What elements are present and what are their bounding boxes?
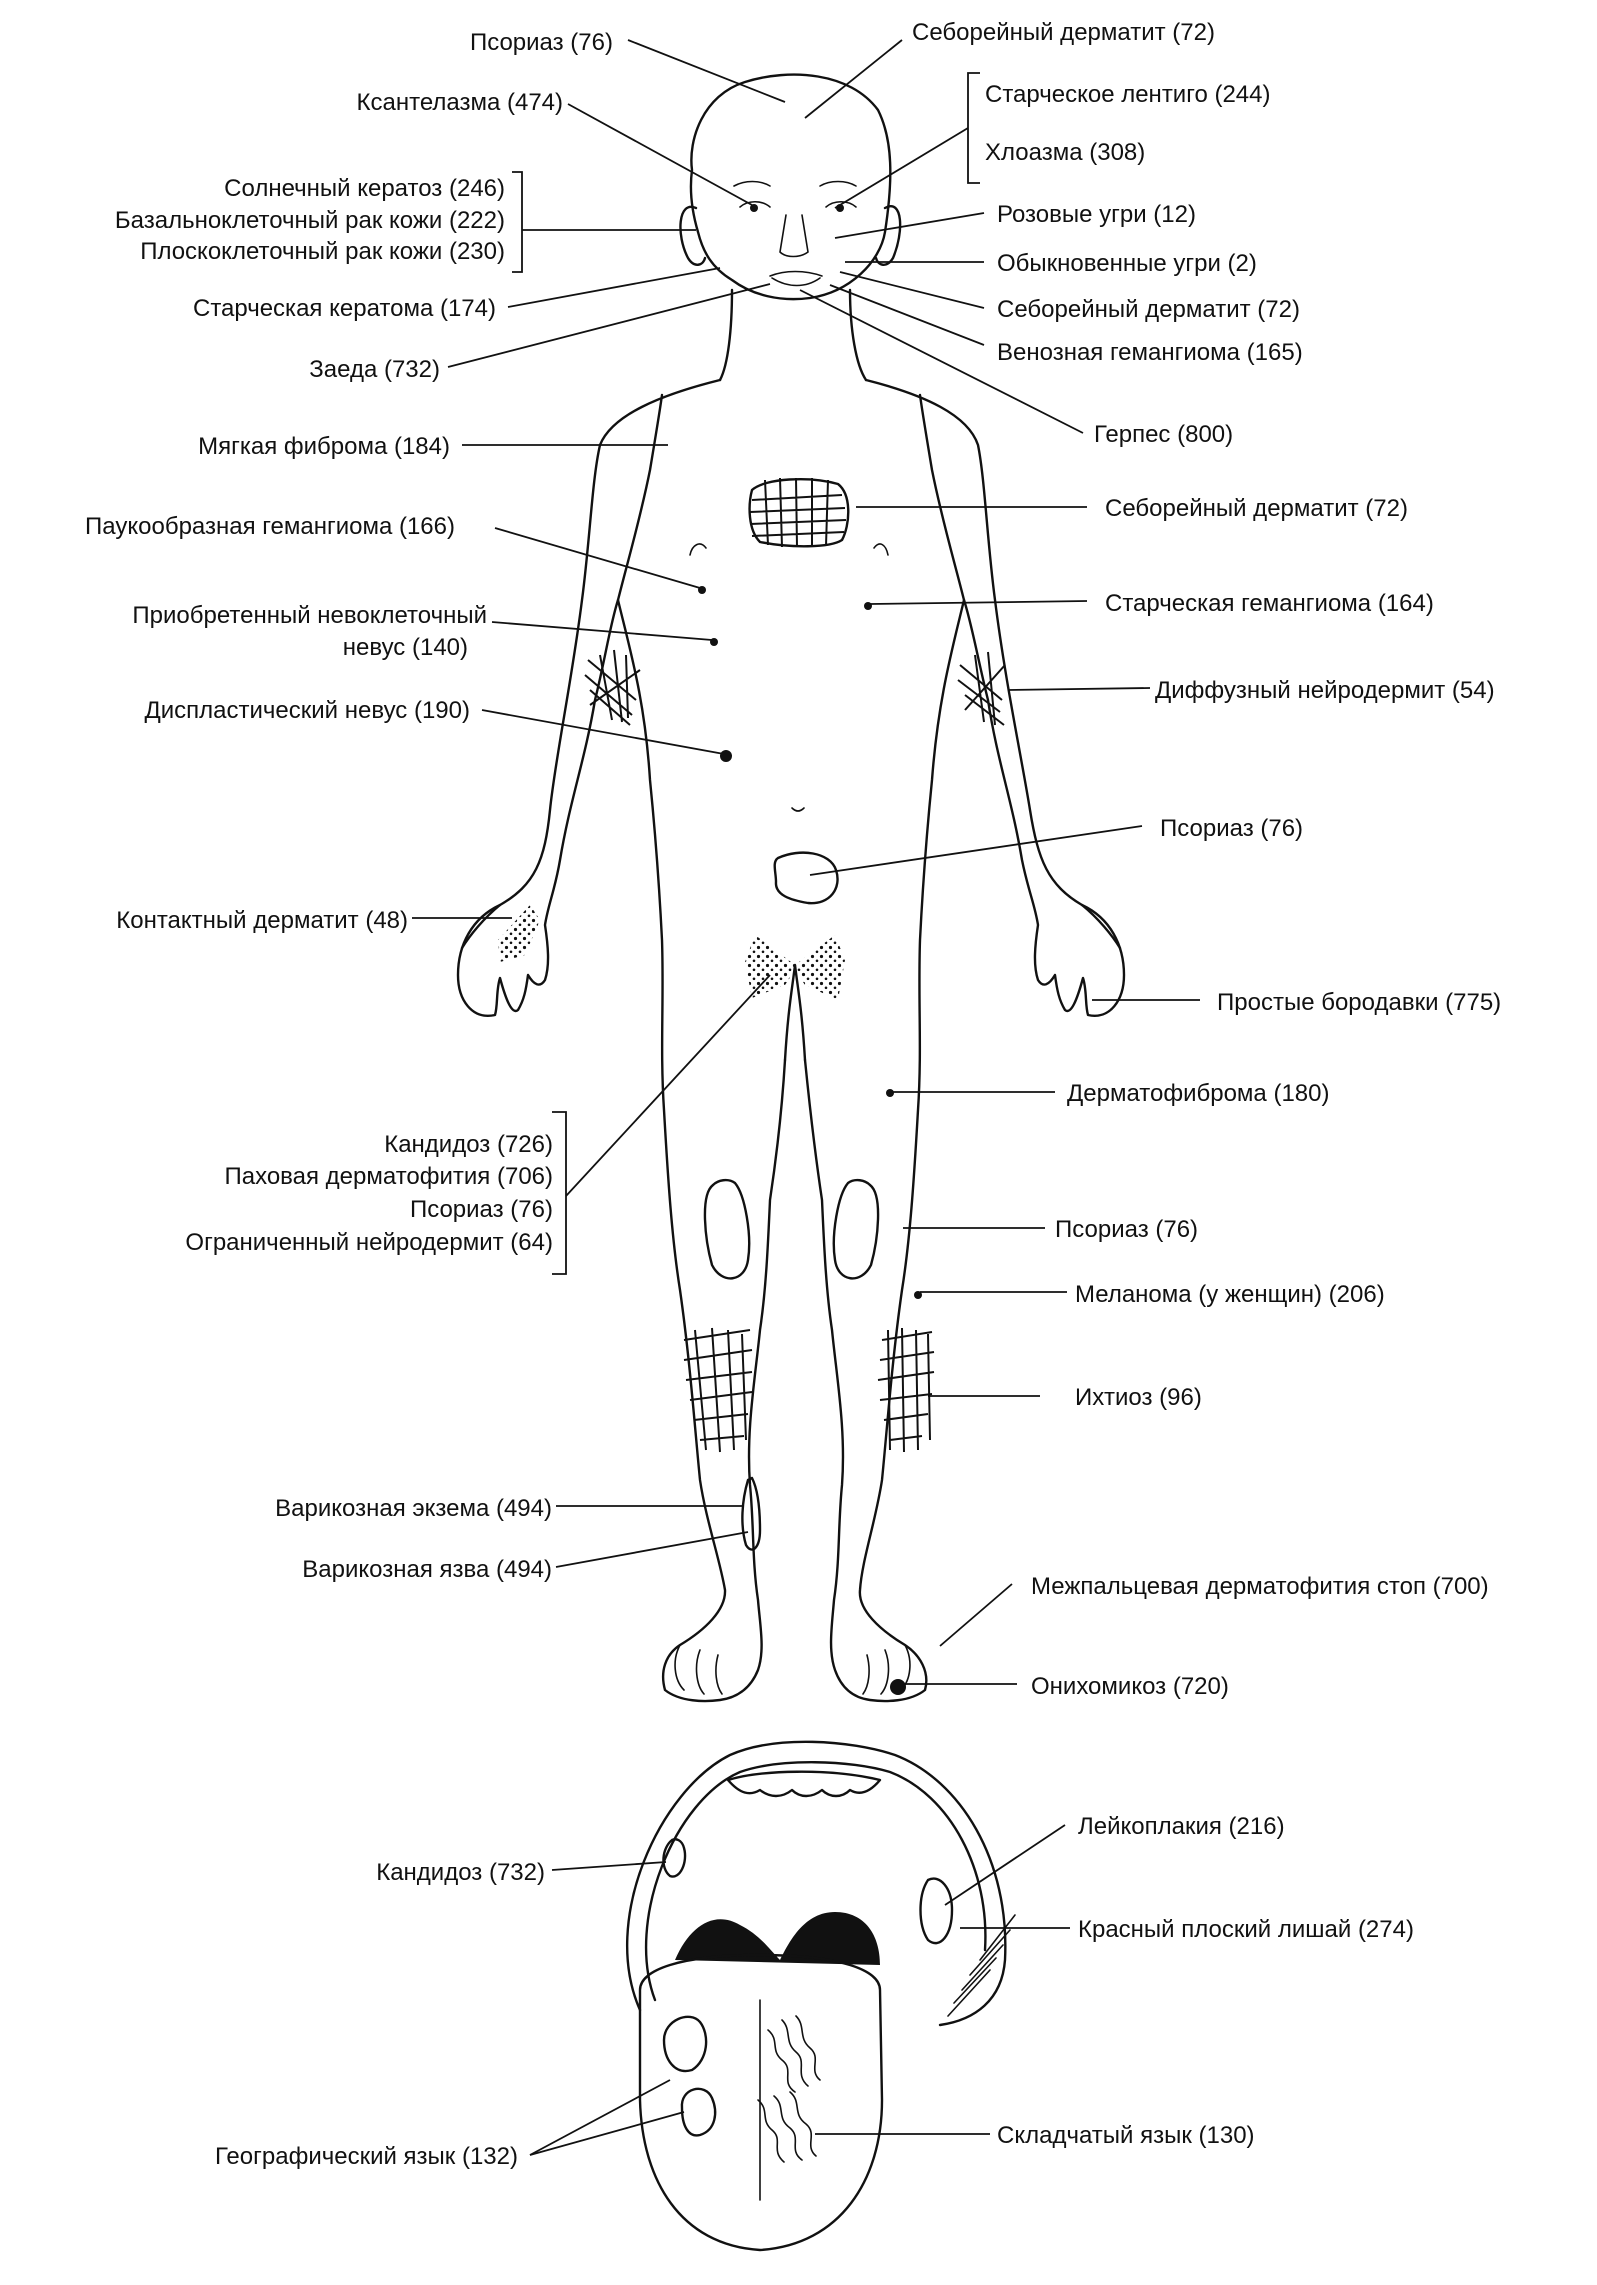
label-varicose-eczema: Варикозная экзема (494) [275,1495,552,1522]
leader-l03 [568,104,752,205]
left-toes [675,1645,722,1694]
leader-l09 [835,213,984,238]
leader-l04 [835,128,968,208]
leader-l38 [945,1825,1065,1905]
dermatofibroma-dot [886,1089,894,1097]
label-tinea-cruris: Паховая дерматофития (706) [224,1163,553,1190]
label-seb-dermatitis-face: Себорейный дерматит (72) [997,296,1300,323]
tongue-lesion-1 [664,2017,706,2071]
bracket-l27-l30 [552,1112,566,1274]
right-eyebrow [820,182,856,187]
label-leukoplakia: Лейкоплакия (216) [1078,1813,1285,1840]
chest-hatch-patch [750,478,849,547]
leader-l36 [940,1584,1012,1646]
dysplastic-nevus-dot [720,750,732,762]
label-skin-tag: Мягкая фиброма (184) [198,433,450,460]
mouth [770,272,822,286]
mouth-figure [627,1742,1015,2250]
left-knee [705,1180,749,1278]
label-psoriasis-groin: Псориаз (76) [409,1196,553,1223]
label-candidiasis-mouth: Кандидоз (732) [376,1859,545,1886]
left-nipple-line [690,544,706,555]
mouth-inner-outline [646,1762,985,2000]
label-seb-dermatitis-chest: Себорейный дерматит (72) [1105,495,1408,522]
nose [780,215,808,257]
label-diffuse-neurodermatitis: Диффузный нейродермит (54) [1155,677,1495,704]
leader-l18 [495,528,700,588]
right-knee [834,1180,878,1278]
abdomen-psoriasis-plaque [775,853,838,904]
leader-l23 [810,826,1142,875]
mouth-outer-outline [627,1742,1005,2025]
right-inner-arm [920,395,964,600]
label-squamous-cell: Плоскоклеточный рак кожи (230) [140,238,505,265]
left-palm-dots [498,905,540,962]
label-fissured-tongue: Складчатый язык (130) [997,2122,1255,2149]
label-acquired-nevus-line2: невус (140) [342,634,468,661]
labels [85,19,1501,2170]
leader-l21 [1008,688,1150,690]
label-chloasma: Хлоазма (308) [985,139,1146,166]
label-solar-keratosis: Солнечный кератоз (246) [224,175,505,202]
label-spider-angioma: Паукообразная гемангиома (166) [85,513,455,540]
label-psoriasis-abdomen: Псориаз (76) [1160,815,1304,842]
label-acquired-nevus-line1: Приобретенный невоклеточный [132,602,487,629]
label-seb-dermatitis-scalp: Себорейный дерматит (72) [912,19,1215,46]
label-common-warts: Простые бородавки (775) [1217,989,1502,1016]
label-lichen-planus: Красный плоский лишай (274) [1078,1916,1414,1943]
label-lichen-simplex: Ограниченный нейродермит (64) [185,1229,553,1256]
label-dermatofibroma: Дерматофиброма (180) [1067,1080,1330,1107]
neck-left [720,290,732,380]
leader-l01 [628,40,785,102]
leader-l39 [552,1862,666,1870]
label-angular-cheilitis: Заеда (732) [309,356,440,383]
label-xanthelasma: Ксантелазма (474) [356,89,563,116]
left-shin-hatch [684,1328,752,1452]
label-geographic-tongue: Географический язык (132) [215,2143,518,2170]
tongue-fissures [758,2016,820,2162]
label-senile-lentigo: Старческое лентиго (244) [985,81,1271,108]
label-ichthyosis: Ихтиоз (96) [1075,1384,1202,1411]
right-elbow-hatch [958,652,1005,725]
label-candidiasis-groin: Кандидоз (726) [384,1131,553,1158]
label-onychomycosis: Онихомикоз (720) [1031,1673,1229,1700]
onychomycosis-mark [890,1679,906,1695]
label-psoriasis-scalp: Псориаз (76) [469,29,613,56]
navel [792,808,804,811]
right-nipple-line [874,544,888,555]
label-seborrheic-keratosis: Старческая кератома (174) [192,295,496,322]
leader-l02 [805,40,902,118]
label-acne: Обыкновенные угри (2) [997,250,1257,277]
label-venous-lake: Венозная гемангиома (165) [997,339,1303,366]
upper-teeth [728,1772,880,1796]
label-tinea-pedis: Межпальцевая дерматофития стоп (700) [1031,1573,1489,1600]
leader-l22 [482,710,724,754]
right-body-outline [805,380,1124,1701]
right-thumb [1082,905,1120,948]
buccal-lesion [921,1879,953,1944]
left-inner-arm [618,395,662,600]
label-dysplastic-nevus: Диспластический невус (190) [144,697,470,724]
leader-l20 [492,622,712,640]
leader-l14 [448,284,770,367]
label-herpes: Герпес (800) [1094,421,1234,448]
label-psoriasis-knee: Псориаз (76) [1055,1216,1199,1243]
left-eyebrow [734,182,770,187]
leader-l11 [508,268,720,307]
neck-right [850,290,866,380]
bracket-l04-l05 [968,73,980,183]
label-rosacea: Розовые угри (12) [997,201,1196,228]
groin-dots [745,935,845,1000]
leader-l12 [840,272,984,308]
bracket-l06-l08 [512,172,522,272]
leader-l41b [530,2112,684,2155]
tongue-lesion-2 [682,2089,715,2136]
left-thumb [462,905,500,948]
label-varicose-ulcer: Варикозная язва (494) [302,1556,552,1583]
leader-l41a [530,2080,670,2155]
label-contact-dermatitis: Контактный дерматит (48) [116,907,408,934]
label-melanoma: Меланома (у женщин) (206) [1075,1281,1385,1308]
label-senile-angioma: Старческая гемангиома (164) [1105,590,1434,617]
leader-l19 [870,601,1087,604]
label-basal-cell: Базальноклеточный рак кожи (222) [114,207,505,234]
